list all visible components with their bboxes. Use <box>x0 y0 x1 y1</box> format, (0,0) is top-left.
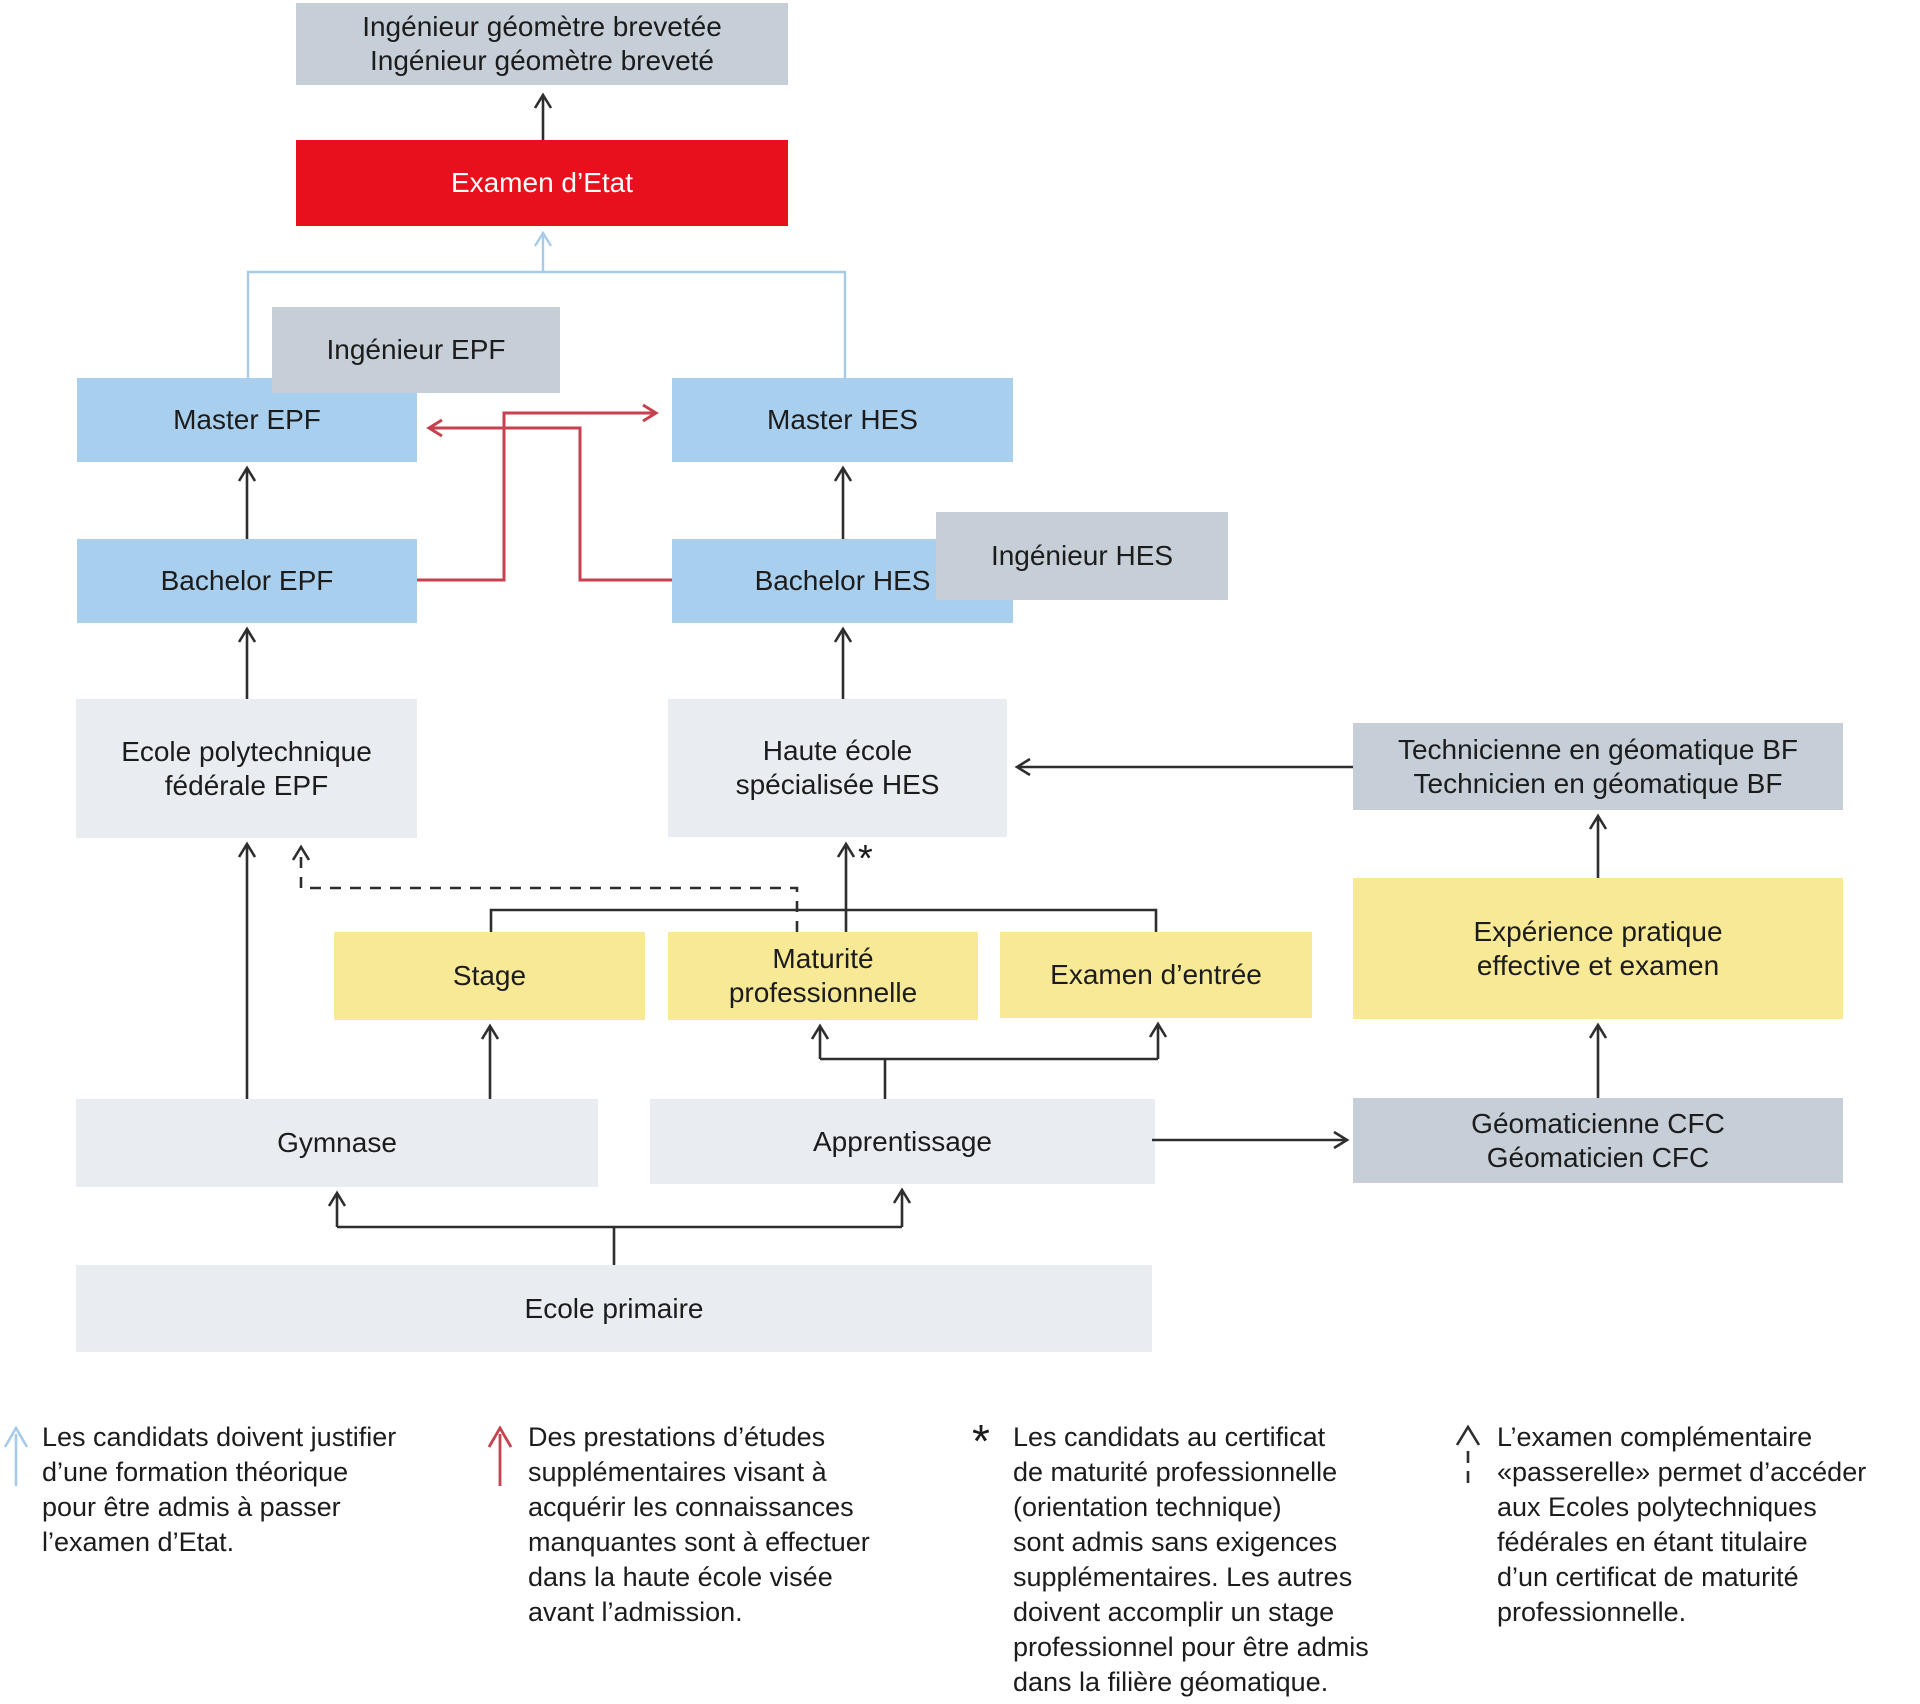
box-geomaticienne-cfc-label: Géomaticien CFC <box>1486 1141 1710 1173</box>
box-ingenieur-geometre <box>296 3 788 85</box>
box-ingenieur-hes-label: Ingénieur HES <box>990 540 1174 571</box>
box-maturite-professionnelle <box>668 932 978 1020</box>
box-examen-etat-label: Examen d’Etat <box>450 167 634 198</box>
box-maturite-professionnelle-label: Maturité <box>772 943 874 974</box>
box-apprentissage-label: Apprentissage <box>812 1125 992 1157</box>
footnote-line: Les candidats doivent justifier <box>42 1422 397 1452</box>
red-arrow-icon <box>486 1422 514 1495</box>
footnote-line: professionnelle. <box>1497 1597 1687 1627</box>
footnote-line: (orientation technique) <box>1013 1492 1282 1522</box>
box-stage-label: Stage <box>452 960 527 991</box>
footnote-line: pour être admis à passer <box>42 1492 341 1522</box>
connector-red-bachelorhes-to-masterepf <box>429 428 672 580</box>
footnote-line: dans la filière géomatique. <box>1013 1667 1329 1697</box>
box-gymnase <box>76 1099 598 1187</box>
box-haute-ecole <box>668 699 1007 837</box>
asterisk-marker: * <box>858 838 873 880</box>
connector-bracket-yellow-top <box>491 910 1156 932</box>
connector-red-bachelorepf-to-masterhes <box>417 413 656 580</box>
connector-dashed-passerelle <box>301 847 797 932</box>
box-maturite-professionnelle-label: professionnelle <box>728 977 918 1008</box>
box-ingenieur-geometre-label: Ingénieur géomètre brevetée <box>362 11 722 42</box>
box-technicienne-bf <box>1353 723 1843 810</box>
footnote-line: l’examen d’Etat. <box>42 1527 235 1557</box>
footnote-line: manquantes sont à effectuer <box>528 1527 870 1557</box>
footnote-line: sont admis sans exigences <box>1013 1527 1338 1557</box>
asterisk-icon: * <box>972 1415 990 1467</box>
box-haute-ecole-label: Haute école <box>762 735 913 766</box>
footnote-passerelle-text <box>1497 1420 1866 1630</box>
footnote-line: d’une formation théorique <box>42 1457 349 1487</box>
box-bachelor-hes-label: Bachelor HES <box>754 565 931 596</box>
footnote-line: «passerelle» permet d’accéder <box>1497 1457 1867 1487</box>
footnote-line: Les candidats au certificat <box>1013 1422 1326 1452</box>
footnote-line: supplémentaires. Les autres <box>1013 1562 1353 1592</box>
box-ingenieur-hes <box>936 512 1228 600</box>
box-master-hes <box>672 378 1013 462</box>
box-bachelor-epf-label: Bachelor EPF <box>160 565 334 596</box>
footnote-line: acquérir les connaissances <box>528 1492 854 1522</box>
footnote-line: supplémentaires visant à <box>528 1457 827 1487</box>
box-ecole-primaire <box>76 1265 1152 1352</box>
box-apprentissage <box>650 1099 1155 1184</box>
box-geomaticienne-cfc <box>1353 1098 1843 1183</box>
box-ingenieur-epf <box>272 307 560 393</box>
footnote-prestations-text <box>528 1420 870 1630</box>
dashed-arrow-icon <box>1454 1422 1482 1495</box>
box-experience-pratique <box>1353 878 1843 1019</box>
box-ingenieur-geometre-label: Ingénieur géomètre breveté <box>370 45 714 76</box>
footnote-line: L’examen complémentaire <box>1497 1422 1813 1452</box>
box-technicienne-bf-label: Technicienne en géomatique BF <box>1397 733 1799 765</box>
footnote-line: d’un certificat de maturité <box>1497 1562 1799 1592</box>
box-examen-entree <box>1000 932 1312 1018</box>
footnote-maturite-text <box>1013 1420 1369 1700</box>
footnote-line: fédérales en étant titulaire <box>1497 1527 1808 1557</box>
box-ecole-polytechnique <box>76 699 417 838</box>
box-master-hes-label: Master HES <box>767 404 918 435</box>
box-geomaticienne-cfc-label: Géomaticienne CFC <box>1471 1107 1725 1139</box>
box-experience-pratique-label: Expérience pratique <box>1473 915 1723 947</box>
box-ecole-primaire-label: Ecole primaire <box>524 1292 704 1324</box>
box-ecole-polytechnique-label: fédérale EPF <box>164 769 329 801</box>
footnote-line: aux Ecoles polytechniques <box>1497 1492 1817 1522</box>
box-examen-etat <box>296 140 788 226</box>
box-ecole-polytechnique-label: Ecole polytechnique <box>121 735 372 767</box>
box-examen-entree-label: Examen d’entrée <box>1050 959 1262 990</box>
box-haute-ecole-label: spécialisée HES <box>735 769 940 800</box>
box-ingenieur-epf-label: Ingénieur EPF <box>326 334 506 365</box>
box-master-epf-label: Master EPF <box>173 404 321 435</box>
blue-arrow-icon <box>2 1422 30 1495</box>
footnote-theorique-text <box>42 1420 396 1560</box>
box-bachelor-epf <box>77 539 417 623</box>
box-stage <box>334 932 645 1020</box>
box-technicienne-bf-label: Technicien en géomatique BF <box>1413 767 1783 799</box>
box-experience-pratique-label: effective et examen <box>1476 949 1720 981</box>
footnote-line: de maturité professionnelle <box>1013 1457 1338 1487</box>
footnote-line: doivent accomplir un stage <box>1013 1597 1335 1627</box>
footnote-line: dans la haute école visée <box>528 1562 833 1592</box>
footnote-line: professionnel pour être admis <box>1013 1632 1369 1662</box>
footnote-line: Des prestations d’études <box>528 1422 826 1452</box>
footnote-line: avant l’admission. <box>528 1597 743 1627</box>
box-gymnase-label: Gymnase <box>277 1127 397 1158</box>
